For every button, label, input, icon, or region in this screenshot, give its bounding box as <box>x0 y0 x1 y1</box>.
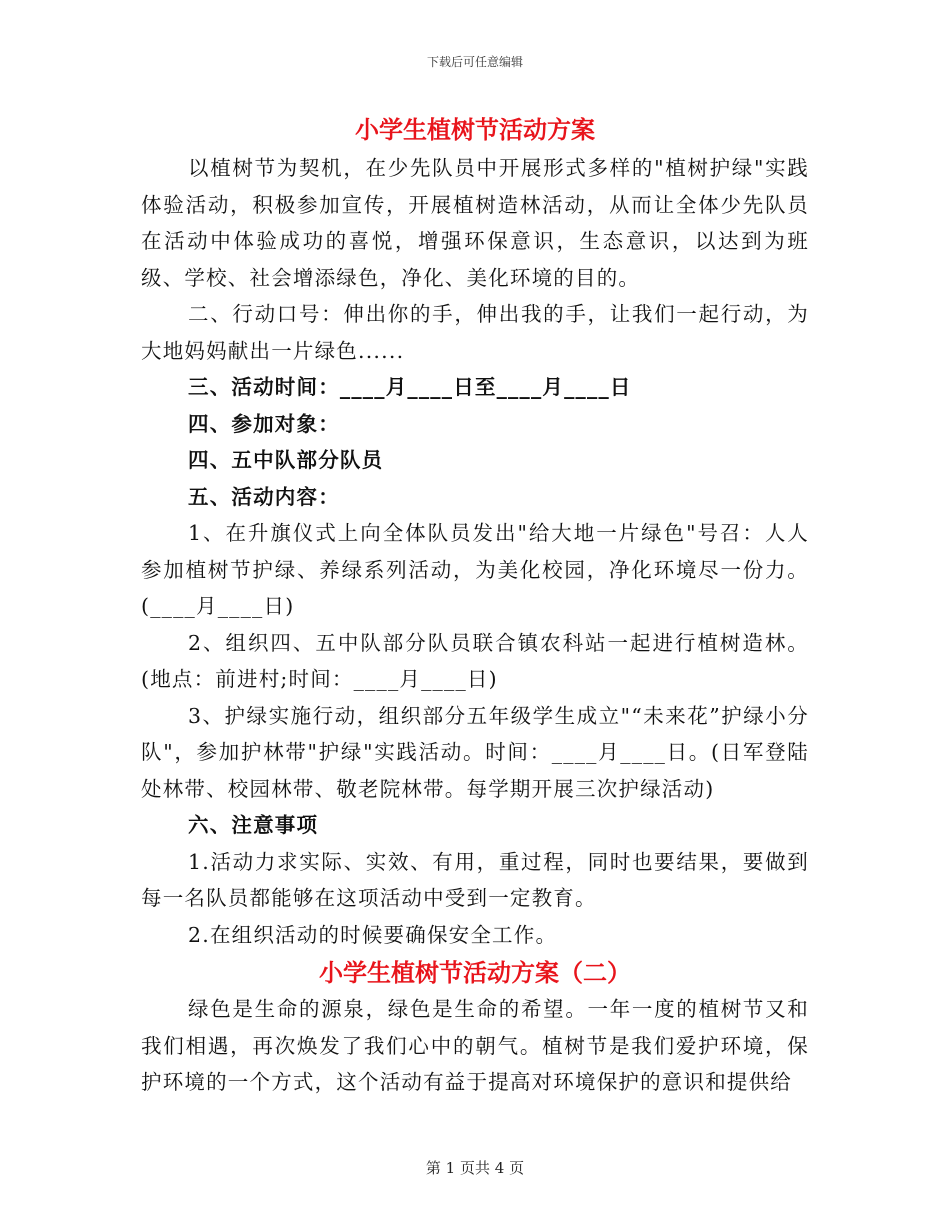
content-item-2: 2、组织四、五中队部分队员联合镇农科站一起进行植树造林。(地点：前进村;时间：____月____日) <box>141 630 809 691</box>
note-item-1: 1.活动力求实际、实效、有用，重过程，同时也要结果，要做到每一名队员都能够在这项活动中受到一定教育。 <box>141 849 809 910</box>
activity-time: 三、活动时间：____月____日至____月____日 <box>188 375 632 399</box>
document-body <box>141 112 809 1101</box>
participants-text: 四、五中队部分队员 <box>188 448 384 472</box>
page-number: 第 1 页共 4 页 <box>425 1159 525 1177</box>
slogan-paragraph: 二、行动口号：伸出你的手，伸出我的手，让我们一起行动，为大地妈妈献出一片绿色...... <box>141 302 809 363</box>
intro-paragraph: 以植树节为契机，在少先队员中开展形式多样的"植树护绿"实践体验活动，积极参加宣传，开展植树造林活动，从而让全体少先队员在活动中体验成功的喜悦，增强环保意识，生态意识，以达到为班级、学校、社会增添绿色，净化、美化环境的目的。 <box>141 156 809 290</box>
intro-paragraph-2: 绿色是生命的源泉，绿色是生命的希望。一年一度的植树节又和我们相遇，再次焕发了我们心中的朝气。植树节是我们爱护环境，保护环境的一个方式，这个活动有益于提高对环境保护的意识和提供给 <box>141 997 809 1094</box>
notes-heading: 六、注意事项 <box>188 813 319 837</box>
content-heading: 五、活动内容： <box>188 484 340 509</box>
document-title: 小学生植树节活动方案 <box>355 116 595 144</box>
page-header-note: 下载后可任意编辑 <box>426 55 523 69</box>
document-title-2: 小学生植树节活动方案（二） <box>319 959 631 987</box>
participants-heading: 四、参加对象： <box>188 411 340 436</box>
note-item-2: 2.在组织活动的时候要确保安全工作。 <box>188 922 558 947</box>
content-item-3: 3、护绿实施行动，组织部分五年级学生成立"“未来花”护绿小分队"，参加护林带"护绿"实践活动。时间：____月____日。(日军登陆处林带、校园林带、敬老院林带。每学期开展三次护绿活动) <box>141 703 809 801</box>
content-item-1: 1、在升旗仪式上向全体队员发出"给大地一片绿色"号召：人人参加植树节护绿、养绿系列活动，为美化校园，净化环境尽一份力。(____月____日) <box>141 521 809 618</box>
